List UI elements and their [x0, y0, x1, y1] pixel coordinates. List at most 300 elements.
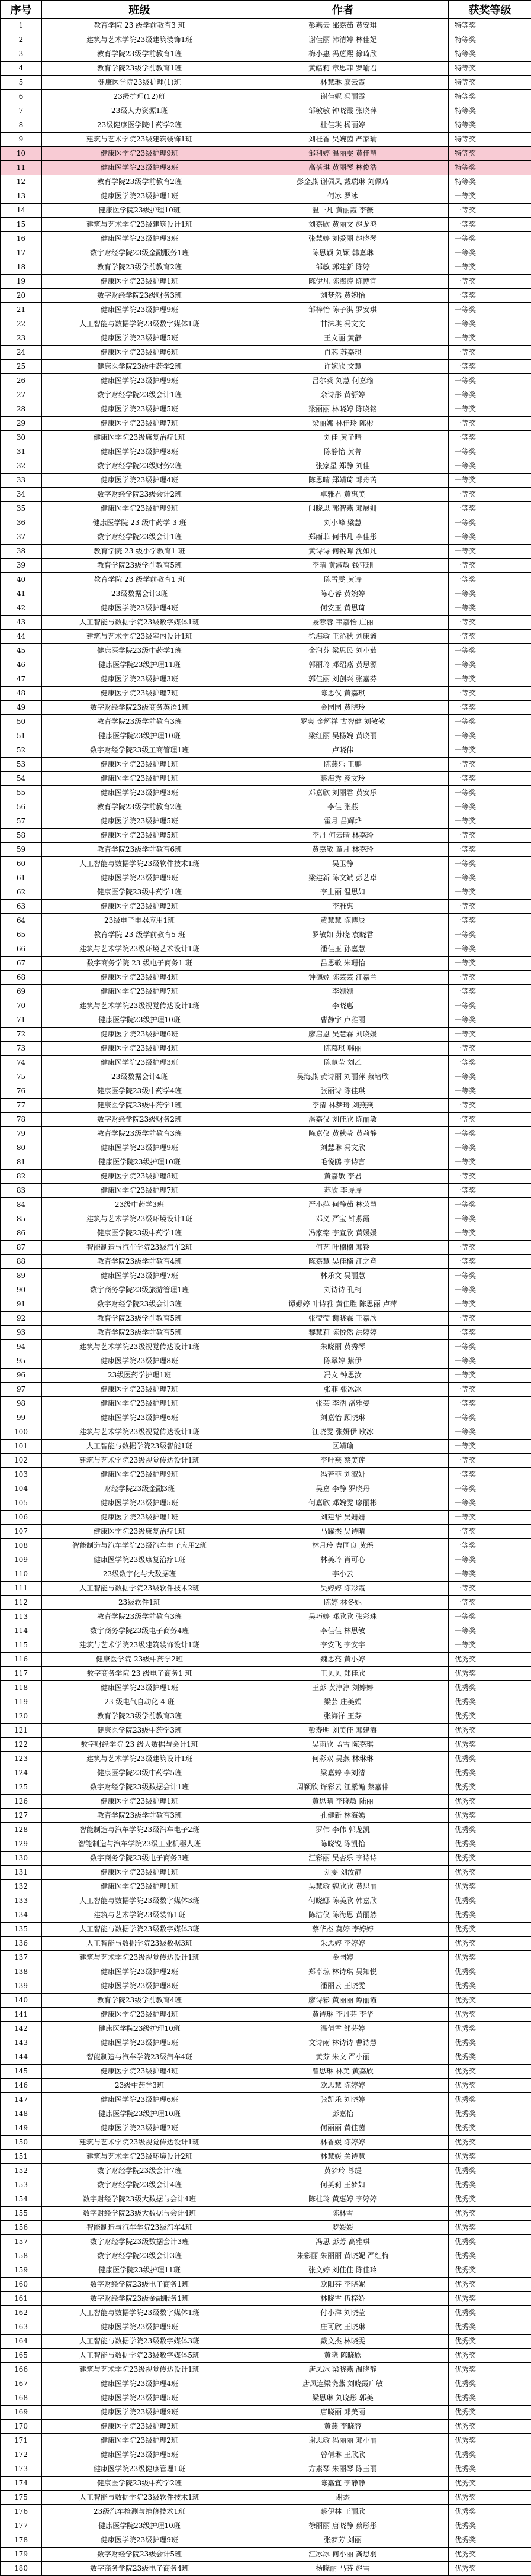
cell-class: 健康医学院23级护理7班 — [42, 1383, 237, 1397]
cell-level: 一等奖 — [449, 388, 531, 402]
cell-author: 吴巧婷 邓欣欣 张彩珠 — [237, 1610, 449, 1624]
cell-level: 优秀奖 — [449, 2306, 531, 2320]
table-row — [1, 1411, 531, 1425]
cell-author: 廖诗彩 黄丽丽 谭丽霞 — [237, 1994, 449, 2008]
cell-level: 一等奖 — [449, 729, 531, 743]
cell-no: 86 — [1, 1226, 42, 1241]
table-row — [1, 1099, 531, 1113]
table-row — [1, 2136, 531, 2150]
cell-level: 一等奖 — [449, 1354, 531, 1368]
cell-level: 一等奖 — [449, 1539, 531, 1553]
cell-author: 冯思 彭芳 高雅琪 — [237, 2235, 449, 2249]
table-row — [1, 2235, 531, 2249]
cell-class: 健康医学院23级护理5班 — [42, 402, 237, 417]
cell-class: 智能制造与汽车学院23级汽车2班 — [42, 1241, 237, 1255]
table-row — [1, 1454, 531, 1468]
cell-class: 健康医学院23级护理10班 — [42, 729, 237, 743]
cell-author: 李晓惠 — [237, 999, 449, 1013]
cell-class: 数字商务学院23级电子商务4班 — [42, 1624, 237, 1638]
cell-class: 建筑与艺术学院23级环境设计2班 — [42, 2150, 237, 2164]
table-row — [1, 2406, 531, 2420]
cell-author: 李佳佳 林思敏 — [237, 1624, 449, 1638]
table-row — [1, 814, 531, 829]
cell-class: 建筑与艺术学院23级室内设计1班 — [42, 630, 237, 644]
cell-level: 一等奖 — [449, 331, 531, 346]
cell-author: 毛悦鸥 李诗言 — [237, 1155, 449, 1170]
table-row — [1, 1042, 531, 1056]
cell-level: 一等奖 — [449, 516, 531, 530]
cell-level: 一等奖 — [449, 843, 531, 857]
cell-level: 优秀奖 — [449, 1852, 531, 1866]
cell-class: 教育学院 23 级学前教育3 班 — [42, 19, 237, 33]
cell-class: 健康医学院23级护理3班 — [42, 786, 237, 800]
cell-level: 一等奖 — [449, 1226, 531, 1241]
cell-no: 25 — [1, 360, 42, 374]
cell-no: 116 — [1, 1653, 42, 1667]
cell-author: 甘沫琪 冯文文 — [237, 317, 449, 331]
table-row — [1, 886, 531, 900]
table-row — [1, 687, 531, 701]
cell-no: 81 — [1, 1155, 42, 1170]
table-row — [1, 914, 531, 928]
cell-level: 一等奖 — [449, 474, 531, 488]
table-row — [1, 1979, 531, 1994]
cell-no: 91 — [1, 1297, 42, 1312]
cell-no: 79 — [1, 1127, 42, 1141]
cell-author: 廖启恩 吴慧霖 刘晓媛 — [237, 1028, 449, 1042]
cell-no: 102 — [1, 1454, 42, 1468]
table-row — [1, 1511, 531, 1525]
cell-class: 23 级电气自动化 4 班 — [42, 1695, 237, 1709]
cell-no: 50 — [1, 715, 42, 729]
cell-author: 林慧媛 关诗慧 — [237, 2150, 449, 2164]
cell-author: 郑卓琼 林诗琪 吴知悦 — [237, 1965, 449, 1979]
cell-author: 曾思琳 林美 黄嘉欣 — [237, 2065, 449, 2079]
cell-author: 肖芯 苏嘉琪 — [237, 346, 449, 360]
cell-class: 人工智能与数据学院23级数字媒体1班 — [42, 317, 237, 331]
cell-author: 吕尔葵 刘慧 何嘉瑜 — [237, 374, 449, 388]
cell-level: 优秀奖 — [449, 1709, 531, 1724]
cell-class: 健康医学院23级康复治疗1班 — [42, 1525, 237, 1539]
cell-author: 邹敏敏 钟晓霞 张晓萍 — [237, 104, 449, 118]
cell-no: 112 — [1, 1596, 42, 1610]
cell-class: 健康医学院23级护理4班 — [42, 1042, 237, 1056]
cell-level: 优秀奖 — [449, 1667, 531, 1681]
cell-level: 一等奖 — [449, 829, 531, 843]
cell-author: 黎慧莉 陈悦然 洪婷婷 — [237, 1326, 449, 1340]
cell-level: 优秀奖 — [449, 2519, 531, 2533]
table-row — [1, 2263, 531, 2278]
cell-level: 优秀奖 — [449, 1795, 531, 1809]
cell-level: 一等奖 — [449, 644, 531, 658]
cell-no: 67 — [1, 957, 42, 971]
cell-class: 健康医学院23级护理6班 — [42, 1411, 237, 1425]
cell-no: 139 — [1, 1979, 42, 1994]
cell-author: 冯若菲 刘淑妍 — [237, 1468, 449, 1482]
cell-class: 人工智能与数据学院23级数字媒体1班 — [42, 2306, 237, 2320]
cell-no: 125 — [1, 1780, 42, 1795]
cell-no: 18 — [1, 260, 42, 275]
cell-class: 健康医学院23级护理4班 — [42, 474, 237, 488]
cell-level: 优秀奖 — [449, 2093, 531, 2107]
cell-class: 教育学院23级学前教育4班 — [42, 1994, 237, 2008]
table-row — [1, 2548, 531, 2562]
cell-author: 余诗彤 黄舒婷 — [237, 388, 449, 402]
cell-no: 43 — [1, 616, 42, 630]
cell-author: 陈翠婷 紫伊 — [237, 1354, 449, 1368]
cell-author: 梁芸 庄美娟 — [237, 1695, 449, 1709]
table-row — [1, 772, 531, 786]
cell-level: 一等奖 — [449, 772, 531, 786]
cell-level: 一等奖 — [449, 1084, 531, 1099]
cell-author: 陈林雪 — [237, 2207, 449, 2221]
cell-class: 健康医学院23级护理1班 — [42, 772, 237, 786]
cell-no: 13 — [1, 189, 42, 204]
cell-no: 159 — [1, 2263, 42, 2278]
table-row — [1, 2093, 531, 2107]
cell-author: 陈慧莹 刘乙 — [237, 1056, 449, 1070]
table-row — [1, 1354, 531, 1368]
cell-no: 180 — [1, 2562, 42, 2576]
cell-class: 数字财经学院23级会计2班 — [42, 488, 237, 502]
cell-level: 优秀奖 — [449, 2164, 531, 2178]
cell-level: 特等奖 — [449, 161, 531, 175]
cell-no: 156 — [1, 2221, 42, 2235]
cell-no: 165 — [1, 2349, 42, 2363]
cell-level: 一等奖 — [449, 886, 531, 900]
cell-no: 65 — [1, 928, 42, 942]
cell-level: 优秀奖 — [449, 2391, 531, 2406]
table-row — [1, 2477, 531, 2491]
cell-level: 一等奖 — [449, 601, 531, 616]
table-row — [1, 417, 531, 431]
cell-class: 健康医学院 23 级中药学 3 班 — [42, 516, 237, 530]
cell-no: 77 — [1, 1099, 42, 1113]
cell-class: 23级电子电器应用1班 — [42, 914, 237, 928]
table-row — [1, 2065, 531, 2079]
cell-class: 建筑与艺术学院23级视觉传达设计1班 — [42, 1425, 237, 1440]
cell-author: 吴海燕 黄诗丽 刘丽萍 蔡培欣 — [237, 1070, 449, 1084]
cell-class: 健康医学院23级健康管理1班 — [42, 2462, 237, 2477]
cell-no: 7 — [1, 104, 42, 118]
cell-level: 优秀奖 — [449, 2477, 531, 2491]
cell-author: 高蓓琪 黄丽琴 林俊浩 — [237, 161, 449, 175]
cell-no: 150 — [1, 2136, 42, 2150]
cell-class: 健康医学院23级护理5班 — [42, 1496, 237, 1511]
cell-class: 数字财经学院23级财务2班 — [42, 459, 237, 474]
cell-class: 人工智能与数据学院23级数字媒体3班 — [42, 2334, 237, 2349]
cell-no: 22 — [1, 317, 42, 331]
cell-class: 数字财经学院23级数据会计1班 — [42, 1780, 237, 1795]
cell-class: 23级汽车检测与维修技术1班 — [42, 2505, 237, 2519]
cell-no: 153 — [1, 2178, 42, 2192]
cell-no: 36 — [1, 516, 42, 530]
cell-level: 一等奖 — [449, 431, 531, 445]
cell-class: 智能制造与汽车学院23级汽车4班 — [42, 2221, 237, 2235]
table-row — [1, 19, 531, 33]
cell-class: 23级数据会计3班 — [42, 587, 237, 601]
cell-class: 教育学院 23 级小学教育1 班 — [42, 545, 237, 559]
cell-class: 建筑与艺术学院23级环境设计1班 — [42, 1212, 237, 1226]
cell-level: 特等奖 — [449, 175, 531, 189]
cell-level: 一等奖 — [449, 1425, 531, 1440]
cell-no: 122 — [1, 1738, 42, 1752]
cell-author: 梁思琳 刘晓彤 郭美 — [237, 2391, 449, 2406]
table-row — [1, 900, 531, 914]
cell-no: 160 — [1, 2278, 42, 2292]
cell-level: 优秀奖 — [449, 2320, 531, 2334]
cell-no: 14 — [1, 204, 42, 218]
table-row — [1, 1837, 531, 1852]
cell-class: 教育学院 23 级学前教育1 班 — [42, 573, 237, 587]
cell-no: 59 — [1, 843, 42, 857]
cell-author: 金园婷 — [237, 1951, 449, 1965]
cell-author: 陈伊凡 陈海涛 陈博宜 — [237, 275, 449, 289]
cell-class: 数字财经学院23级会计3班 — [42, 1297, 237, 1312]
cell-class: 23级软件1班 — [42, 1596, 237, 1610]
cell-class: 23级中药学3班 — [42, 2079, 237, 2093]
cell-class: 健康医学院23级护理10班 — [42, 204, 237, 218]
cell-no: 58 — [1, 829, 42, 843]
cell-no: 76 — [1, 1084, 42, 1099]
cell-level: 特等奖 — [449, 104, 531, 118]
cell-level: 一等奖 — [449, 1198, 531, 1212]
cell-level: 一等奖 — [449, 402, 531, 417]
table-row — [1, 672, 531, 687]
cell-no: 26 — [1, 374, 42, 388]
table-row — [1, 1170, 531, 1184]
cell-no: 176 — [1, 2505, 42, 2519]
cell-author: 吴雨欣 孟雪 陈嘉琪 — [237, 1738, 449, 1752]
cell-level: 优秀奖 — [449, 2136, 531, 2150]
cell-author: 陈嘉仪 黄秋莹 黄莉静 — [237, 1127, 449, 1141]
cell-author: 蔡海秀 彦文玲 — [237, 772, 449, 786]
table-row — [1, 1908, 531, 1923]
cell-author: 蔡华杰 莫婷 李婷婷 — [237, 1923, 449, 1937]
table-row — [1, 1383, 531, 1397]
cell-author: 刘建华 吴姗姗 — [237, 1511, 449, 1525]
cell-author: 刘雯 刘汝静 — [237, 1866, 449, 1880]
table-row — [1, 545, 531, 559]
cell-level: 一等奖 — [449, 715, 531, 729]
cell-class: 健康医学院23级护理7班 — [42, 417, 237, 431]
cell-class: 健康医学院23级护理2班 — [42, 1965, 237, 1979]
cell-class: 健康医学院23级护理5班 — [42, 2448, 237, 2462]
cell-author: 陈嘉慧 吴佳楠 江之意 — [237, 1255, 449, 1269]
table-row — [1, 516, 531, 530]
cell-no: 167 — [1, 2377, 42, 2391]
cell-author: 张莹莹 谢晓霖 王嘉欣 — [237, 1312, 449, 1326]
table-row — [1, 1269, 531, 1283]
cell-no: 28 — [1, 402, 42, 417]
cell-class: 数字财经学院23级会计1班 — [42, 388, 237, 402]
cell-author: 区靖瑜 — [237, 1440, 449, 1454]
cell-level: 一等奖 — [449, 1468, 531, 1482]
cell-level: 优秀奖 — [449, 2406, 531, 2420]
cell-no: 143 — [1, 2036, 42, 2050]
cell-class: 教育学院23级学前教育2班 — [42, 175, 237, 189]
cell-no: 71 — [1, 1013, 42, 1028]
table-row — [1, 999, 531, 1013]
cell-no: 60 — [1, 857, 42, 871]
cell-author: 刘慧琳 冯文欣 — [237, 1141, 449, 1155]
cell-level: 一等奖 — [449, 1638, 531, 1653]
cell-level: 一等奖 — [449, 985, 531, 999]
table-row — [1, 758, 531, 772]
cell-no: 94 — [1, 1340, 42, 1354]
cell-no: 74 — [1, 1056, 42, 1070]
cell-author: 郑雨菲 何书凡 李佳彤 — [237, 530, 449, 545]
table-row — [1, 1596, 531, 1610]
cell-author: 吴婷婷 陈彩霞 — [237, 1582, 449, 1596]
cell-no: 108 — [1, 1539, 42, 1553]
cell-no: 8 — [1, 118, 42, 133]
cell-no: 126 — [1, 1795, 42, 1809]
cell-level: 一等奖 — [449, 260, 531, 275]
cell-level: 一等奖 — [449, 1042, 531, 1056]
cell-level: 优秀奖 — [449, 1894, 531, 1908]
cell-no: 93 — [1, 1326, 42, 1340]
cell-level: 一等奖 — [449, 360, 531, 374]
cell-level: 一等奖 — [449, 630, 531, 644]
cell-level: 一等奖 — [449, 502, 531, 516]
cell-level: 特等奖 — [449, 90, 531, 104]
cell-author: 谢思敏 冯丽丽 邓小丽 — [237, 2434, 449, 2448]
table-row — [1, 1638, 531, 1653]
table-row — [1, 2519, 531, 2533]
cell-author: 王贝贝 郑佳欣 — [237, 1667, 449, 1681]
cell-author: 陈思仪 黄嘉琪 — [237, 687, 449, 701]
cell-level: 优秀奖 — [449, 2349, 531, 2363]
table-row — [1, 743, 531, 758]
cell-no: 179 — [1, 2548, 42, 2562]
header-no: 序号 — [1, 1, 42, 19]
cell-level: 一等奖 — [449, 1383, 531, 1397]
cell-level: 优秀奖 — [449, 2050, 531, 2065]
cell-no: 44 — [1, 630, 42, 644]
cell-class: 23级数据会计4班 — [42, 1070, 237, 1084]
cell-level: 一等奖 — [449, 1241, 531, 1255]
cell-level: 优秀奖 — [449, 2505, 531, 2519]
cell-author: 陈静怡 黄菁 — [237, 445, 449, 459]
table-row — [1, 431, 531, 445]
cell-author: 马耀杰 吴诗晴 — [237, 1525, 449, 1539]
cell-class: 教育学院23级学前教育1班 — [42, 47, 237, 62]
cell-class: 健康医学院23级护理10班 — [42, 1013, 237, 1028]
table-header — [1, 1, 531, 19]
cell-level: 一等奖 — [449, 459, 531, 474]
cell-class: 23级中药学3班 — [42, 1198, 237, 1212]
cell-author: 谢杰 — [237, 2491, 449, 2505]
cell-level: 一等奖 — [449, 289, 531, 303]
table-row — [1, 2391, 531, 2406]
table-row — [1, 1894, 531, 1908]
cell-class: 健康医学院23级中药学4班 — [42, 1084, 237, 1099]
cell-class: 建筑与艺术学院23级建筑装饰1班 — [42, 133, 237, 147]
cell-level: 一等奖 — [449, 587, 531, 601]
cell-class: 智能制造与汽车学院23级汽车电子2班 — [42, 1823, 237, 1837]
table-row — [1, 1212, 531, 1226]
cell-level: 优秀奖 — [449, 1837, 531, 1852]
cell-class: 教育学院23级学前教育2班 — [42, 800, 237, 814]
cell-class: 教育学院23级学前教育4班 — [42, 1255, 237, 1269]
cell-class: 健康医学院23级护理9班 — [42, 2406, 237, 2420]
cell-no: 129 — [1, 1837, 42, 1852]
cell-author: 邹利婷 温丽雯 黄佳慧 — [237, 147, 449, 161]
cell-no: 38 — [1, 545, 42, 559]
cell-level: 一等奖 — [449, 928, 531, 942]
cell-class: 健康医学院23级护理1班 — [42, 758, 237, 772]
cell-no: 55 — [1, 786, 42, 800]
cell-author: 黄诗琳 李丹芬 李华 — [237, 2008, 449, 2022]
cell-author: 黄梦玲 尊缇 — [237, 2164, 449, 2178]
cell-class: 健康医学院23级护理8班 — [42, 445, 237, 459]
table-row — [1, 488, 531, 502]
cell-no: 92 — [1, 1312, 42, 1326]
cell-author: 彭金燕 谢佩凤 戴瑞琳 刘佩琦 — [237, 175, 449, 189]
cell-class: 数字财经学院23级工商管理1班 — [42, 743, 237, 758]
cell-level: 特等奖 — [449, 147, 531, 161]
cell-author: 罗伟 李伟 郭龙凯 — [237, 1823, 449, 1837]
cell-author: 陈思颖 刘颖 韩嘉琳 — [237, 246, 449, 260]
cell-no: 101 — [1, 1440, 42, 1454]
cell-class: 数字财经学院23级财务3班 — [42, 289, 237, 303]
cell-author: 林慧琳 廖云霞 — [237, 76, 449, 90]
cell-author: 梁丽丽 林晓婷 陈晓铭 — [237, 402, 449, 417]
cell-author: 李晴 黄淑敏 钱亚珊 — [237, 559, 449, 573]
cell-level: 一等奖 — [449, 1511, 531, 1525]
cell-level: 一等奖 — [449, 942, 531, 957]
cell-no: 178 — [1, 2533, 42, 2548]
cell-level: 特等奖 — [449, 62, 531, 76]
cell-author: 朱晓丽 黄秀琴 — [237, 1340, 449, 1354]
cell-no: 88 — [1, 1255, 42, 1269]
cell-no: 12 — [1, 175, 42, 189]
cell-level: 一等奖 — [449, 303, 531, 317]
cell-no: 17 — [1, 246, 42, 260]
cell-class: 数字财经学院23级金融服务1班 — [42, 2292, 237, 2306]
cell-author: 谢佳妮 冯丽霞 — [237, 90, 449, 104]
table-row — [1, 1198, 531, 1212]
cell-author: 刘诗诗 孔柯 — [237, 1283, 449, 1297]
table-row — [1, 2562, 531, 2576]
cell-level: 一等奖 — [449, 658, 531, 672]
cell-no: 147 — [1, 2093, 42, 2107]
cell-author: 陈婷 林冬妮 — [237, 1596, 449, 1610]
cell-author: 梁嘉婷 李刘清 — [237, 1766, 449, 1780]
cell-level: 一等奖 — [449, 743, 531, 758]
cell-no: 145 — [1, 2065, 42, 2079]
table-row — [1, 1241, 531, 1255]
table-row — [1, 530, 531, 545]
table-row — [1, 1127, 531, 1141]
table-row — [1, 1681, 531, 1695]
table-row — [1, 2462, 531, 2477]
cell-author: 朱彩丽 朱丽丽 黄晓妮 严红梅 — [237, 2249, 449, 2263]
cell-author: 黄嘉敏 童月 林嘉玲 — [237, 843, 449, 857]
cell-author: 王文丽 黄静 — [237, 331, 449, 346]
cell-author: 林乐文 吴丽慧 — [237, 1269, 449, 1283]
cell-class: 健康医学院23级护理7班 — [42, 1184, 237, 1198]
table-row — [1, 1795, 531, 1809]
table-row — [1, 2050, 531, 2065]
cell-author: 何艺 叶楠楠 邓铃 — [237, 1241, 449, 1255]
cell-no: 117 — [1, 1667, 42, 1681]
cell-class: 教育学院23级学前教育3班 — [42, 1610, 237, 1624]
cell-class: 教育学院23级学前教育1班 — [42, 62, 237, 76]
cell-class: 健康医学院23级护理10班 — [42, 1155, 237, 1170]
table-row — [1, 388, 531, 402]
